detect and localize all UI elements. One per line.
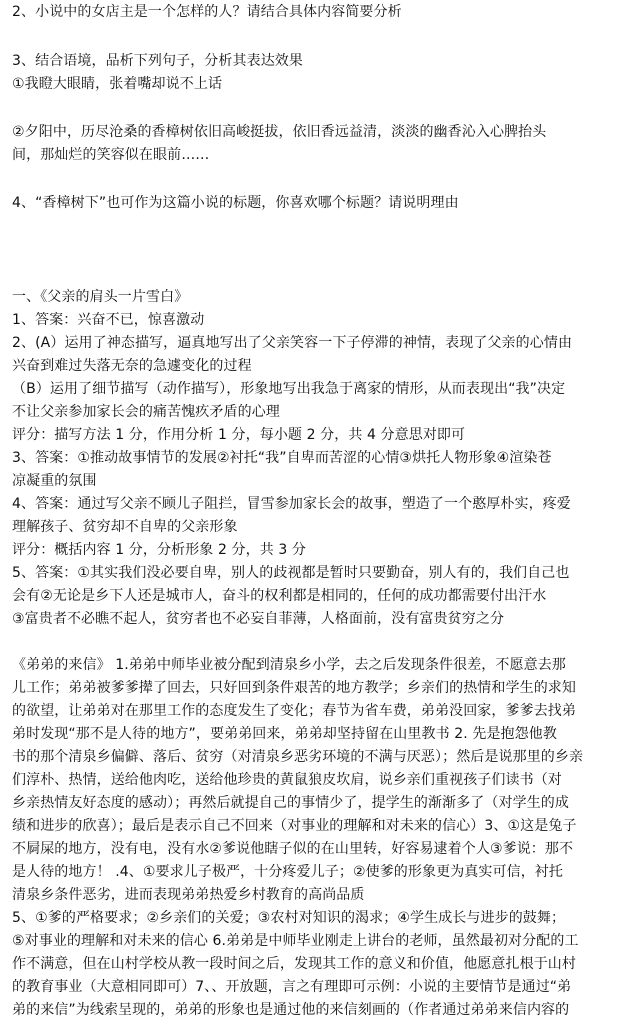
brother-letter-line-10: 是人待的地方！ .4、①要求儿子极严，十分疼爱儿子；②使爹的形象更为真实可信，衬托 [12, 864, 564, 880]
brother-letter-line-12: 5、①爹的严格要求；②乡亲们的关爱；③农村对知识的渴求；④学生成长与进步的鼓舞； [12, 910, 566, 926]
brother-letter-line-13: ⑤对事业的理解和对未来的信心 6.弟弟是中师毕业刚走上讲台的老师，虽然最初对分配的工 [12, 933, 579, 949]
brother-letter-line-5: 书的那个清泉乡偏僻、落后、贫穷（对清泉乡恶劣环境的不满与厌恶）；然后是说那里的乡亲 [12, 749, 584, 765]
question-4: 4、“香樟树下”也可作为这篇小说的标题，你喜欢哪个标题？请说明理由 [12, 195, 459, 211]
answer-4: 4、答案：通过写父亲不顾儿子阻拦，冒雪参加家长会的故事，塑造了一个憨厚朴实，疼爱 [12, 496, 571, 512]
question-3: 3、结合语境，品析下列句子，分析其表达效果 [12, 53, 304, 69]
answer-5: 5、答案：①其实我们没必要自卑，别人的歧视都是暂时只要勤奋，别人有的，我们自己也 [12, 565, 570, 581]
brother-letter-line-7: 乡亲热情友好态度的感动）；再然后就提自己的事情少了，提学生的渐渐多了（对学生的成 [12, 795, 569, 811]
brother-letter-line-3: 的欲望，让弟弟对在那里工作的态度发生了变化；春节为省车费，弟弟没回家，爹爹去找弟 [12, 703, 576, 719]
answer-2a-cont: 兴奋到难过失落无奈的急遽变化的过程 [12, 358, 252, 374]
answer-2-scoring: 评分：描写方法 1 分，作用分析 1 分，每小题 2 分，共 4 分意思对即可 [12, 427, 466, 443]
question-3-sentence-1: ①我瞪大眼睛，张着嘴却说不上话 [12, 76, 223, 92]
question-3-sentence-2-cont: 间，那灿烂的笑容似在眼前…… [12, 147, 210, 163]
answer-1: 1、答案：兴奋不已，惊喜激动 [12, 312, 205, 328]
answer-2b-cont: 不让父亲参加家长会的痛苦愧疚矛盾的心理 [12, 404, 280, 420]
question-2: 2、小说中的女店主是一个怎样的人？请结合具体内容简要分析 [12, 4, 402, 20]
answer-section-title: 一、《父亲的肩头一片雪白》 [12, 289, 189, 305]
question-3-sentence-2: ②夕阳中，历尽沧桑的香樟树依旧高峻挺拔，依旧香远益清，淡淡的幽香沁入心脾抬头 [12, 124, 547, 140]
brother-letter-line-14: 作不满意，但在山村学校从教一段时间之后，发现其工作的意义和价值，他愿意扎根于山村 [12, 956, 576, 972]
brother-letter-line-6: 们淳朴、热情，送给他肉吃，送给他珍贵的黄鼠狼皮坎肩，说乡亲们重视孩子们读书（对 [12, 772, 562, 788]
brother-letter-line-16: 弟的来信”为线索呈现的，弟弟的形象也是通过他的来信刻画的（作者通过弟弟来信内容的 [12, 1002, 570, 1018]
brother-letter-line-15: 的教育事业（大意相同即可）7、、开放题，言之有理即可示例：小说的主要情节是通过“弟 [12, 979, 572, 995]
answer-2b: （B）运用了细节描写（动作描写），形象地写出我急于离家的情形，从而表现出“我”决定 [12, 381, 566, 397]
answer-4-cont: 理解孩子、贫穷却不自卑的父亲形象 [12, 519, 238, 535]
brother-letter-line-8: 绩和进步的欣喜）；最后是表示自己不回来（对事业的理解和对未来的信心）3、①这是兔子 [12, 818, 577, 834]
answer-3-cont: 凉凝重的氛围 [12, 473, 97, 489]
answer-2a: 2、(A）运用了神态描写，逼真地写出了父亲笑容一下子停滞的神情，表现了父亲的心情由 [12, 335, 573, 351]
answer-5-cont-2: ③富贵者不必瞧不起人，贫穷者也不必妄自菲薄，人格面前，没有富贵贫穷之分 [12, 611, 505, 627]
brother-letter-line-11: 清泉乡条件恶劣，进而表现弟弟热爱乡村教育的高尚品质 [12, 887, 365, 903]
answer-4-scoring: 评分：概括内容 1 分，分析形象 2 分，共 3 分 [12, 542, 307, 558]
brother-letter-line-9: 不屙屎的地方，没有电，没有水②爹说他瞎子似的在山里转，好容易逮着个人③爹说：那不 [12, 841, 574, 857]
answer-3: 3、答案：①推动故事情节的发展②衬托“我”自卑而苦涩的心情③烘托人物形象④渲染苍 [12, 450, 552, 466]
brother-letter-line-4: 弟时发现“那不是人待的地方”，要弟弟回来，弟弟却坚持留在山里教书 2. 先是抱怨他教 [12, 726, 557, 742]
answer-5-cont-1: 会有②无论是乡下人还是城市人，奋斗的权利都是相同的，任何的成功都需要付出汗水 [12, 588, 547, 604]
brother-letter-para: 《弟弟的来信》 1.弟弟中师毕业被分配到清泉乡小学，去之后发现条件很差，不愿意去那 [12, 657, 566, 673]
brother-letter-line-2: 儿工作；弟弟被爹爹撵了回去，只好回到条件艰苦的地方教学；乡亲们的热情和学生的求知 [12, 680, 576, 696]
